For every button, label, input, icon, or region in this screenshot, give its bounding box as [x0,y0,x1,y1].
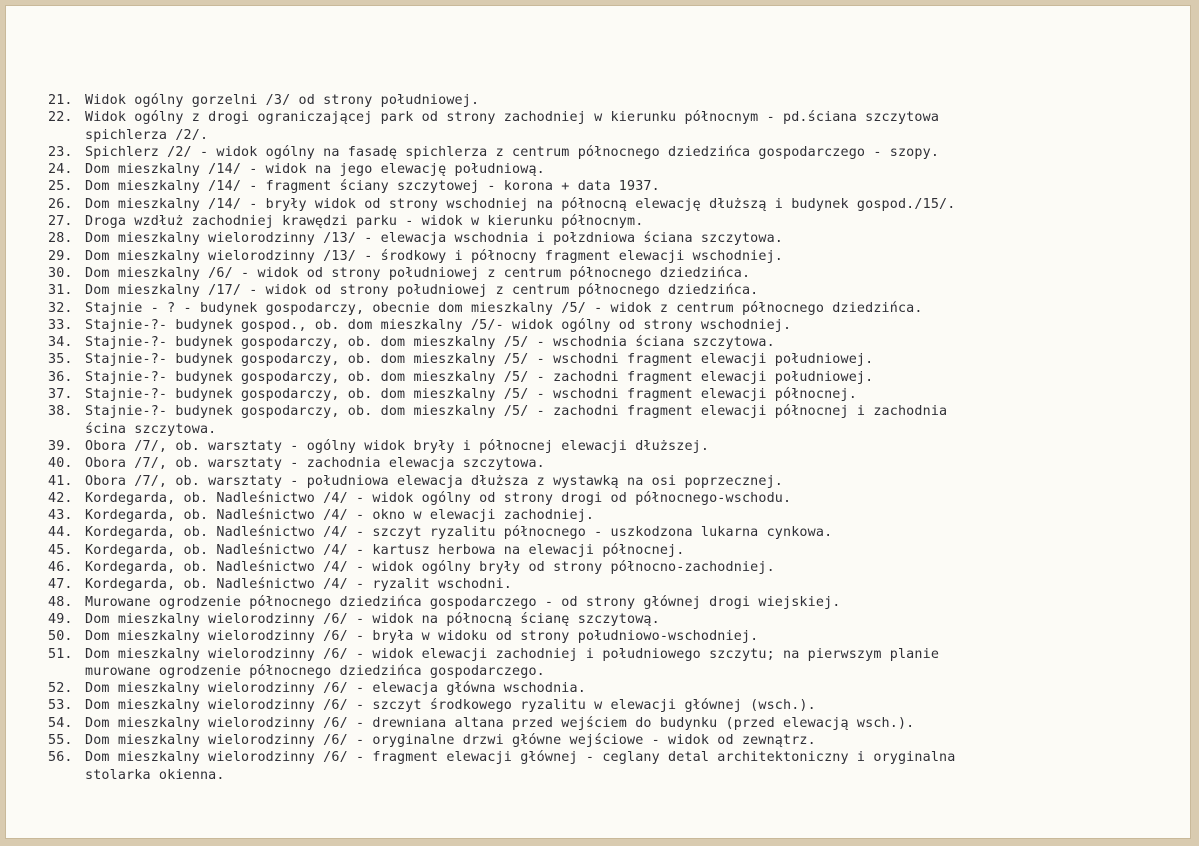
list-item [48,749,1168,784]
list-item-first-line [48,300,1168,317]
item-number: 26. [48,196,73,212]
item-number: 25. [48,179,73,195]
item-text: Kordegarda, ob. Nadleśnictwo /4/ - widok ogólny bryły od strony północno-zachodniej. [85,560,775,576]
item-text-continuation: stolarka okienna. [85,767,225,783]
item-number: 32. [48,300,73,316]
item-text: Dom mieszkalny wielorodzinny /6/ - fragment elewacji głównej - ceglany detal architektoniczny i oryginalna [85,750,956,766]
item-number: 36. [48,369,73,385]
photo-caption-list [48,92,1168,784]
list-item [48,161,1168,178]
list-item [48,697,1168,714]
list-item-first-line [48,178,1168,195]
item-number: 21. [48,93,73,108]
item-text: Kordegarda, ob. Nadleśnictwo /4/ - okno w elewacji zachodniej. [85,508,595,524]
item-number: 40. [48,456,73,472]
item-number: 53. [48,698,73,714]
item-number: 45. [48,542,73,558]
item-text: Obora /7/, ob. warsztaty - zachodnia elewacja szczytowa. [85,456,545,472]
list-item [48,732,1168,749]
item-number: 39. [48,438,73,454]
item-number: 35. [48,352,73,368]
item-text: Dom mieszkalny wielorodzinny /6/ - bryła w widoku od strony południowo-wschodniej. [85,629,759,645]
list-item [48,646,1168,681]
list-item-first-line [48,455,1168,472]
list-item-first-line [48,473,1168,490]
item-number: 50. [48,629,73,645]
list-item-first-line [48,317,1168,334]
list-item [48,715,1168,732]
item-text-continuation: spichlerza /2/. [85,127,209,143]
list-item [48,317,1168,334]
item-number: 28. [48,231,73,247]
list-item [48,300,1168,317]
list-item-first-line [48,542,1168,559]
item-text: Stajnie-?- budynek gospodarczy, ob. dom mieszkalny /5/ - wschodnia ściana szczytowa. [85,335,775,351]
list-item [48,144,1168,161]
list-item [48,248,1168,265]
item-number: 29. [48,248,73,264]
item-number: 48. [48,594,73,610]
item-number: 43. [48,508,73,524]
list-item [48,559,1168,576]
item-text: Kordegarda, ob. Nadleśnictwo /4/ - widok ogólny od strony drogi od północnego-wschodu. [85,490,792,506]
list-item [48,628,1168,645]
list-item-first-line [48,265,1168,282]
item-number: 52. [48,681,73,697]
list-item-first-line [48,628,1168,645]
list-item-first-line [48,559,1168,576]
list-item-first-line [48,92,1168,109]
item-text: Kordegarda, ob. Nadleśnictwo /4/ - ryzalit wschodni. [85,577,513,593]
item-number: 44. [48,525,73,541]
list-item-first-line [48,438,1168,455]
item-text: Dom mieszkalny /14/ - widok na jego elewację południową. [85,162,545,178]
list-item [48,282,1168,299]
list-item-first-line [48,403,1168,420]
list-item-first-line [48,161,1168,178]
list-item [48,490,1168,507]
item-text: Dom mieszkalny /6/ - widok od strony południowej z centrum północnego dziedzińca. [85,265,751,281]
list-item [48,178,1168,195]
item-text: Obora /7/, ob. warsztaty - ogólny widok bryły i północnej elewacji dłuższej. [85,438,710,454]
item-number: 34. [48,335,73,351]
item-number: 23. [48,144,73,160]
list-item-first-line [48,646,1168,663]
item-number: 55. [48,732,73,748]
document-page [6,6,1190,838]
item-text: Dom mieszkalny wielorodzinny /13/ - elewacja wschodnia i połzdniowa ściana szczytowa. [85,231,784,247]
list-item [48,351,1168,368]
list-item [48,109,1168,144]
item-number: 46. [48,560,73,576]
list-item [48,594,1168,611]
list-item-first-line [48,230,1168,247]
list-item [48,386,1168,403]
list-item-first-line [48,524,1168,541]
list-item-first-line [48,749,1168,766]
list-item-first-line [48,334,1168,351]
item-text: Stajnie-?- budynek gospodarczy, ob. dom mieszkalny /5/ - zachodni fragment elewacji północnej i zachodnia [85,404,948,420]
item-text: Dom mieszkalny /17/ - widok od strony południowej z centrum północnego dziedzińca. [85,283,759,299]
list-item [48,680,1168,697]
list-item-first-line [48,282,1168,299]
list-item-first-line [48,196,1168,213]
list-item [48,230,1168,247]
item-number: 24. [48,162,73,178]
list-item-first-line [48,715,1168,732]
list-item [48,524,1168,541]
list-item-first-line [48,144,1168,161]
list-item-first-line [48,594,1168,611]
list-item-first-line [48,507,1168,524]
item-number: 51. [48,646,73,662]
item-text: Kordegarda, ob. Nadleśnictwo /4/ - szczyt ryzalitu północnego - uszkodzona lukarna cynkowa. [85,525,833,541]
item-text: Dom mieszkalny /14/ - bryły widok od strony wschodniej na północną elewację dłuższą i budynek gospod./15/. [85,196,956,212]
item-number: 30. [48,265,73,281]
item-text: Murowane ogrodzenie północnego dziedzińca gospodarczego - od strony głównej drogi wiejskiej. [85,594,841,610]
list-item-first-line [48,732,1168,749]
list-item-first-line [48,109,1168,126]
list-item-first-line [48,248,1168,265]
list-item-first-line [48,576,1168,593]
item-number: 22. [48,110,73,126]
list-item [48,369,1168,386]
list-item [48,576,1168,593]
list-item [48,438,1168,455]
list-item [48,542,1168,559]
item-number: 27. [48,214,73,230]
item-text: Dom mieszkalny wielorodzinny /6/ - szczyt środkowego ryzalitu w elewacji głównej (wsch.). [85,698,816,714]
item-text: Widok ogólny gorzelni /3/ od strony południowej. [85,93,480,108]
list-item [48,455,1168,472]
item-text: Dom mieszkalny wielorodzinny /6/ - drewniana altana przed wejściem do budynku (przed elewacją wsch.). [85,715,915,731]
item-text: Dom mieszkalny wielorodzinny /6/ - elewacja główna wschodnia. [85,681,586,697]
item-text: Stajnie-?- budynek gospodarczy, ob. dom mieszkalny /5/ - wschodni fragment elewacji południowej. [85,352,874,368]
item-text: Stajnie-?- budynek gospodarczy, ob. dom mieszkalny /5/ - wschodni fragment elewacji północnej. [85,387,857,403]
item-text: Dom mieszkalny wielorodzinny /13/ - środkowy i północny fragment elewacji wschodniej. [85,248,784,264]
item-text: Stajnie-?- budynek gospod., ob. dom mieszkalny /5/- widok ogólny od strony wschodniej. [85,317,792,333]
list-item-first-line [48,369,1168,386]
item-number: 33. [48,317,73,333]
item-number: 49. [48,611,73,627]
list-item-first-line [48,680,1168,697]
list-item [48,213,1168,230]
list-item [48,265,1168,282]
item-text: Dom mieszkalny /14/ - fragment ściany szczytowej - korona + data 1937. [85,179,660,195]
item-text: Droga wzdłuż zachodniej krawędzi parku - widok w kierunku północnym. [85,214,644,230]
list-item [48,507,1168,524]
item-text: Widok ogólny z drogi ograniczającej park od strony zachodniej w kierunku północnym - pd.ściana szczytowa [85,110,940,126]
list-item [48,334,1168,351]
item-text-continuation: murowane ogrodzenie północnego dziedzińca gospodarczego. [85,663,545,679]
item-text: Spichlerz /2/ - widok ogólny na fasadę spichlerza z centrum północnego dziedzińca gospodarczego - szopy. [85,144,940,160]
item-number: 54. [48,715,73,731]
item-text: Dom mieszkalny wielorodzinny /6/ - widok elewacji zachodniej i południowego szczytu; na pierwszym planie [85,646,940,662]
item-text-continuation: ścina szczytowa. [85,421,217,437]
list-item [48,92,1168,109]
item-text: Stajnie - ? - budynek gospodarczy, obecnie dom mieszkalny /5/ - widok z centrum północnego dziedzińca. [85,300,923,316]
list-item [48,403,1168,438]
item-text: Kordegarda, ob. Nadleśnictwo /4/ - kartusz herbowa na elewacji północnej. [85,542,685,558]
list-item [48,196,1168,213]
item-text: Stajnie-?- budynek gospodarczy, ob. dom mieszkalny /5/ - zachodni fragment elewacji południowej. [85,369,874,385]
list-item-first-line [48,213,1168,230]
item-text: Dom mieszkalny wielorodzinny /6/ - oryginalne drzwi główne wejściowe - widok od zewnątrz. [85,732,816,748]
list-item-first-line [48,490,1168,507]
list-item-first-line [48,351,1168,368]
item-number: 47. [48,577,73,593]
list-item [48,611,1168,628]
item-text: Obora /7/, ob. warsztaty - południowa elewacja dłuższa z wystawką na osi poprzecznej. [85,473,784,489]
list-item-first-line [48,611,1168,628]
item-number: 31. [48,283,73,299]
item-text: Dom mieszkalny wielorodzinny /6/ - widok na północną ścianę szczytową. [85,611,660,627]
item-number: 41. [48,473,73,489]
item-number: 37. [48,387,73,403]
list-item [48,473,1168,490]
list-item-first-line [48,386,1168,403]
item-number: 56. [48,750,73,766]
list-item-first-line [48,697,1168,714]
item-number: 38. [48,404,73,420]
item-number: 42. [48,490,73,506]
